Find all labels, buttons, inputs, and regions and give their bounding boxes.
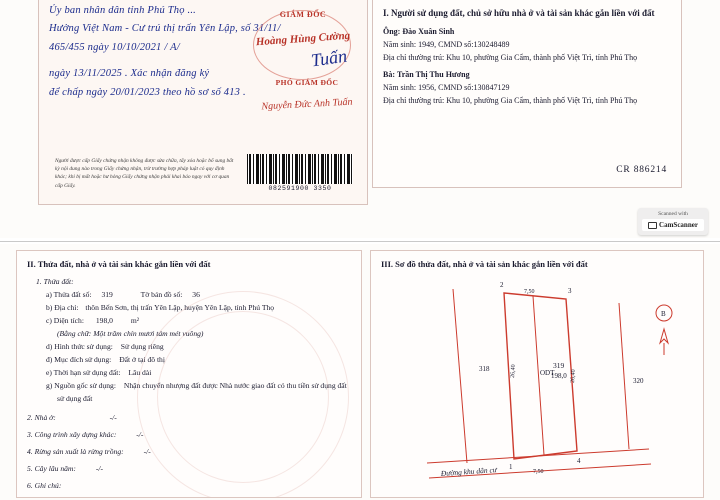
origin-row bbox=[27, 380, 351, 392]
parcel-map bbox=[381, 273, 691, 493]
forest-row bbox=[27, 446, 351, 458]
owner1-name: Đào Xuân Sinh bbox=[402, 27, 455, 36]
section-III-title: III. Sơ đồ thửa đất, nhà ở và tài sản khác gắn liền với đất bbox=[381, 259, 588, 269]
parcel-address-label: b) Địa chỉ: bbox=[46, 302, 79, 312]
map-sheet-label: Tờ bản đồ số: bbox=[140, 289, 183, 299]
parcel-number-row bbox=[27, 289, 351, 301]
construction-row bbox=[27, 429, 351, 441]
parcel-area-row bbox=[27, 315, 351, 327]
notes-value bbox=[61, 481, 79, 490]
neighbour-left-label: 318 bbox=[479, 365, 490, 373]
construction-label: 3. Công trình xây dựng khác: bbox=[27, 429, 117, 439]
map-sheet-value: 36 bbox=[192, 289, 200, 299]
map-corner-2: 2 bbox=[500, 281, 504, 289]
parcel-number-value: 319 bbox=[101, 289, 113, 299]
neighbour-right-label: 320 bbox=[633, 377, 644, 385]
map-corner-4: 4 bbox=[577, 457, 581, 465]
edge-top-length: 7,50 bbox=[524, 289, 535, 295]
parcel-address-row bbox=[27, 302, 351, 314]
owner1-birth: Năm sinh: 1949, CMND số:130248489 bbox=[383, 39, 510, 49]
stamp-role: GIÁM ĐỐC bbox=[279, 10, 327, 19]
parcel-area-label-map: 198,0 bbox=[551, 372, 567, 380]
parcel-area-value: 198,0 bbox=[95, 315, 113, 325]
owner1-address: Địa chỉ thường trú: Khu 10, phường Gia Cẩm, thành phố Việt Trì, tỉnh Phú Thọ bbox=[383, 52, 638, 62]
use-term-value: Lâu dài bbox=[128, 367, 152, 377]
parcel-area-unit: m² bbox=[130, 315, 140, 325]
right-neighbour-boundary bbox=[619, 303, 629, 449]
parcel-number-label-map: 319 bbox=[553, 361, 565, 370]
camera-icon bbox=[648, 222, 657, 229]
certificate-left-panel bbox=[38, 0, 368, 205]
road-label: Đường khu dân cư bbox=[440, 465, 498, 478]
parcel-address-value: thôn Bến Sơn, thị trấn Yên Lập, huyện Yên Lập, tỉnh Phú Thọ bbox=[85, 302, 275, 312]
map-corner-3: 3 bbox=[568, 287, 572, 295]
perennial-value: -/- bbox=[95, 463, 104, 473]
stamp-role: PHÓ GIÁM ĐỐC bbox=[275, 78, 339, 87]
owner2-birth: Năm sinh: 1956, CMND số:130847129 bbox=[383, 82, 510, 92]
barcode-block bbox=[247, 154, 353, 192]
stamp-signature-name: Nguyễn Đức Anh Tuấn bbox=[261, 96, 353, 113]
perennial-label: 5. Cây lâu năm: bbox=[27, 463, 76, 473]
stamp-signature-name: Hoàng Hùng Cường bbox=[255, 29, 351, 49]
house-value: -/- bbox=[109, 412, 117, 422]
handwritten-line: Hưởng Việt Nam - Cư trú thị trấn Yên Lập, số 31/11/ bbox=[49, 23, 281, 35]
section-II-panel bbox=[16, 250, 362, 498]
use-purpose-value: Đất ở tại đô thị bbox=[119, 354, 165, 364]
parcel-number-label: a) Thửa đất số: bbox=[46, 289, 92, 299]
edge-right-length: 26,40 bbox=[570, 369, 577, 384]
notes-row bbox=[27, 480, 351, 492]
barcode-icon bbox=[247, 154, 353, 184]
use-form-row bbox=[27, 341, 351, 353]
use-purpose-row bbox=[27, 354, 351, 366]
certificate-footer-note: Người được cấp Giấy chứng nhận không được sửa chữa, tẩy xóa hoặc bổ sung bất kỳ nội dung nào trong Giấy chứng nhận, trừ trường hợp pháp luật có quy định khác; khi bị mất hoặc hư hỏng Giấy chứng nhận phải khai báo ngay với cơ quan cấp Giấy. bbox=[55, 157, 234, 189]
section-III-panel bbox=[370, 250, 704, 498]
owner1-label: Ông: bbox=[383, 27, 401, 36]
parcel-type-label: ODT bbox=[540, 369, 555, 377]
use-form-label: d) Hình thức sử dụng: bbox=[46, 341, 113, 351]
owner2-address: Địa chỉ thường trú: Khu 10, phường Gia Cẩm, thành phố Việt Trì, tỉnh Phú Thọ bbox=[383, 95, 638, 105]
house-label: 2. Nhà ở: bbox=[27, 412, 56, 422]
parcel-area-label: c) Diện tích: bbox=[46, 315, 84, 325]
handwritten-line: để chấp ngày 20/01/2023 theo hồ sơ số 413 . bbox=[49, 86, 246, 98]
section-II-subtitle: 1. Thửa đất: bbox=[36, 277, 74, 286]
parcel-area-words: (Bằng chữ: Một trăm chín mươi tám mét vuông) bbox=[57, 328, 204, 338]
handwritten-line: Ủy ban nhân dân tỉnh Phú Thọ ... bbox=[49, 5, 196, 16]
origin-label: g) Nguồn gốc sử dụng: bbox=[46, 380, 116, 390]
perennial-row bbox=[27, 463, 351, 475]
certificate-serial: CR 886214 bbox=[616, 165, 667, 175]
camscanner-badge bbox=[638, 208, 708, 235]
owner2-name: Trần Thị Thu Hương bbox=[397, 69, 470, 79]
top-scan-area bbox=[0, 0, 720, 238]
road-edge-top bbox=[427, 449, 649, 463]
use-term-label: e) Thời hạn sử dụng đất: bbox=[46, 367, 121, 377]
camscanner-label: Scanned with bbox=[658, 211, 688, 217]
certificate-right-panel bbox=[372, 0, 682, 188]
origin-value-cont: sử dụng đất bbox=[57, 393, 93, 403]
camscanner-brand bbox=[642, 219, 704, 231]
use-term-row bbox=[27, 367, 351, 379]
page-divider bbox=[0, 241, 720, 242]
signature-mark: Tuấn bbox=[309, 45, 349, 71]
bottom-scan-area bbox=[0, 244, 720, 500]
handwritten-line: 465/455 ngày 10/10/2021 / A/ bbox=[49, 41, 180, 53]
handwritten-line: ngày 13/11/2025 . Xác nhận đăng ký bbox=[49, 68, 210, 80]
house-row bbox=[27, 412, 351, 424]
map-corner-1: 1 bbox=[509, 463, 513, 471]
construction-value: -/- bbox=[136, 429, 144, 439]
section-II-title: II. Thửa đất, nhà ở và tài sản khác gắn liền với đất bbox=[27, 259, 211, 269]
barcode-number: 082591900 3350 bbox=[268, 185, 332, 192]
compass-label: B bbox=[661, 310, 666, 318]
use-purpose-label: đ) Mục đích sử dụng: bbox=[46, 354, 112, 364]
edge-bottom-length: 7,50 bbox=[533, 469, 544, 475]
deputy-director-stamp bbox=[252, 78, 362, 113]
notes-label: 6. Ghi chú: bbox=[27, 480, 62, 490]
owner2-line bbox=[383, 69, 671, 82]
compass-needle-icon bbox=[660, 329, 668, 343]
forest-label: 4. Rừng sản xuất là rừng trồng: bbox=[27, 446, 124, 456]
left-neighbour-boundary bbox=[453, 289, 467, 463]
owner2-label: Bà: bbox=[383, 69, 395, 79]
owner1-line bbox=[383, 26, 671, 39]
origin-value: Nhận chuyển nhượng đất được Nhà nước giao đất có thu tiền sử dụng đất bbox=[123, 380, 347, 390]
use-form-value: Sử dụng riêng bbox=[120, 341, 164, 351]
camscanner-brand-text: CamScanner bbox=[659, 221, 698, 230]
edge-left-length: 26,40 bbox=[510, 364, 517, 379]
section-I-title: I. Người sử dụng đất, chủ sở hữu nhà ở và tài sản khác gắn liền với đất bbox=[383, 8, 655, 18]
forest-value: -/- bbox=[143, 446, 151, 456]
